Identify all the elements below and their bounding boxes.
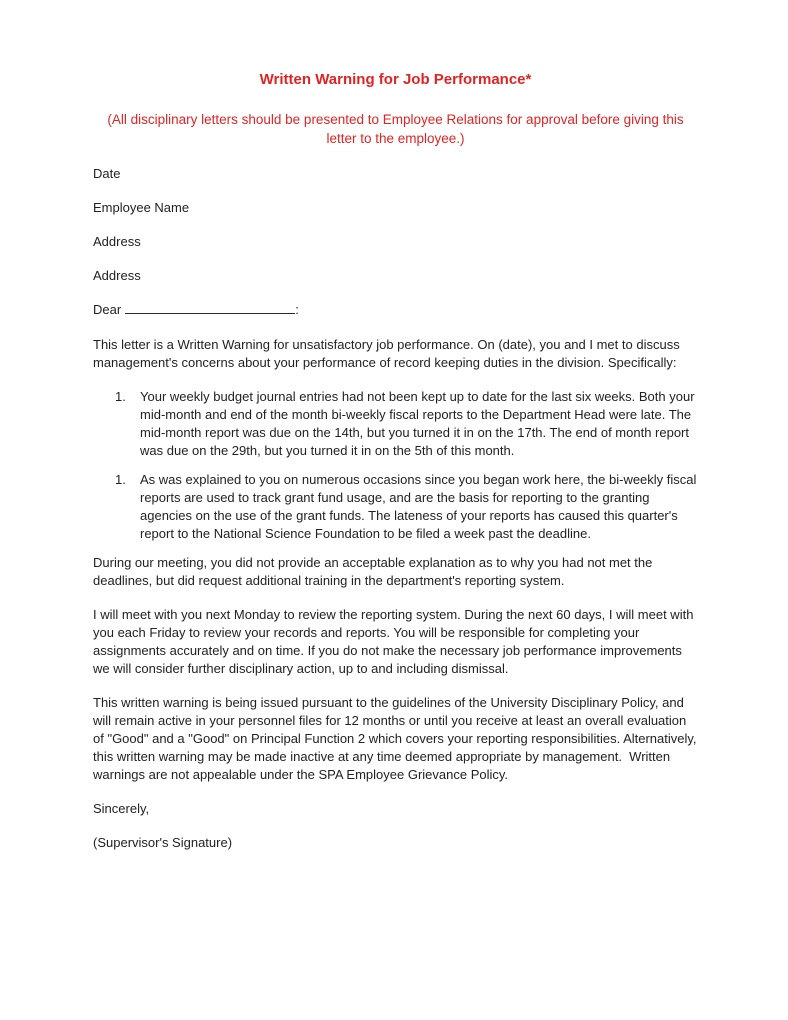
list-item bbox=[93, 471, 701, 543]
address-field-label-1: Address bbox=[93, 234, 141, 249]
meeting-paragraph: During our meeting, you did not provide an acceptable explanation as to why you had not met the deadlines, but did request additional training in the department's reporting system. bbox=[93, 555, 656, 588]
salutation-blank-line bbox=[125, 301, 295, 314]
address-field-label-2: Address bbox=[93, 268, 141, 283]
violations-list bbox=[93, 388, 701, 543]
list-item-text: As was explained to you on numerous occasions since you began work here, the bi-weekly fiscal reports are used to track grant fund usage, and are the basis for reporting to the granting agencies on the use of the grant funds. The lateness of your reports has caused this quarter's report to the National Science Foundation to be filed a week past the deadline. bbox=[140, 472, 701, 541]
policy-paragraph: This written warning is being issued pursuant to the guidelines of the University Disciplinary Policy, and will remain active in your personnel files for 12 months or until you receive at least an overall evaluation of "Good" and a "Good" on Principal Function 2 which covers your reporting responsibilities. Alternatively, this written warning may be made inactive at any time deemed appropriate by management. Written warnings are not appealable under the SPA Employee Grievance Policy. bbox=[93, 695, 701, 782]
list-item bbox=[93, 388, 698, 460]
approval-note: (All disciplinary letters should be presented to Employee Relations for approval before giving this letter to the employee.) bbox=[107, 112, 688, 146]
list-item-marker: 1. bbox=[115, 472, 126, 487]
list-item-marker: 1. bbox=[115, 389, 126, 404]
date-field-label: Date bbox=[93, 166, 121, 181]
salutation-colon: : bbox=[295, 302, 299, 317]
salutation bbox=[93, 301, 698, 319]
salutation-prefix: Dear bbox=[93, 302, 122, 317]
closing-salutation: Sincerely, bbox=[93, 801, 150, 816]
supervisor-signature-placeholder: (Supervisor's Signature) bbox=[93, 835, 233, 850]
intro-paragraph: This letter is a Written Warning for unsatisfactory job performance. On (date), you and I met to discuss management's concerns about your performance of record keeping duties in the division. Specifically: bbox=[93, 337, 684, 370]
employee-name-field-label: Employee Name bbox=[93, 200, 190, 215]
follow-up-paragraph: I will meet with you next Monday to review the reporting system. During the next 60 days, I will meet with you each Friday to review your records and reports. You will be responsible for completing your assignments accurately and on time. If you do not make the necessary job performance improvements we will consider further disciplinary action, up to and including dismissal. bbox=[93, 607, 698, 676]
document-title: Written Warning for Job Performance* bbox=[259, 71, 532, 88]
list-item-text: Your weekly budget journal entries had not been kept up to date for the last six weeks. Both your mid-month and end of the month bi-weekly fiscal reports to the Department Head were late. The mid-month report was due on the 14th, but you turned it in on the 17th. The end of month report was due on the 29th, but you turned it in on the 5th of this month. bbox=[140, 389, 699, 458]
